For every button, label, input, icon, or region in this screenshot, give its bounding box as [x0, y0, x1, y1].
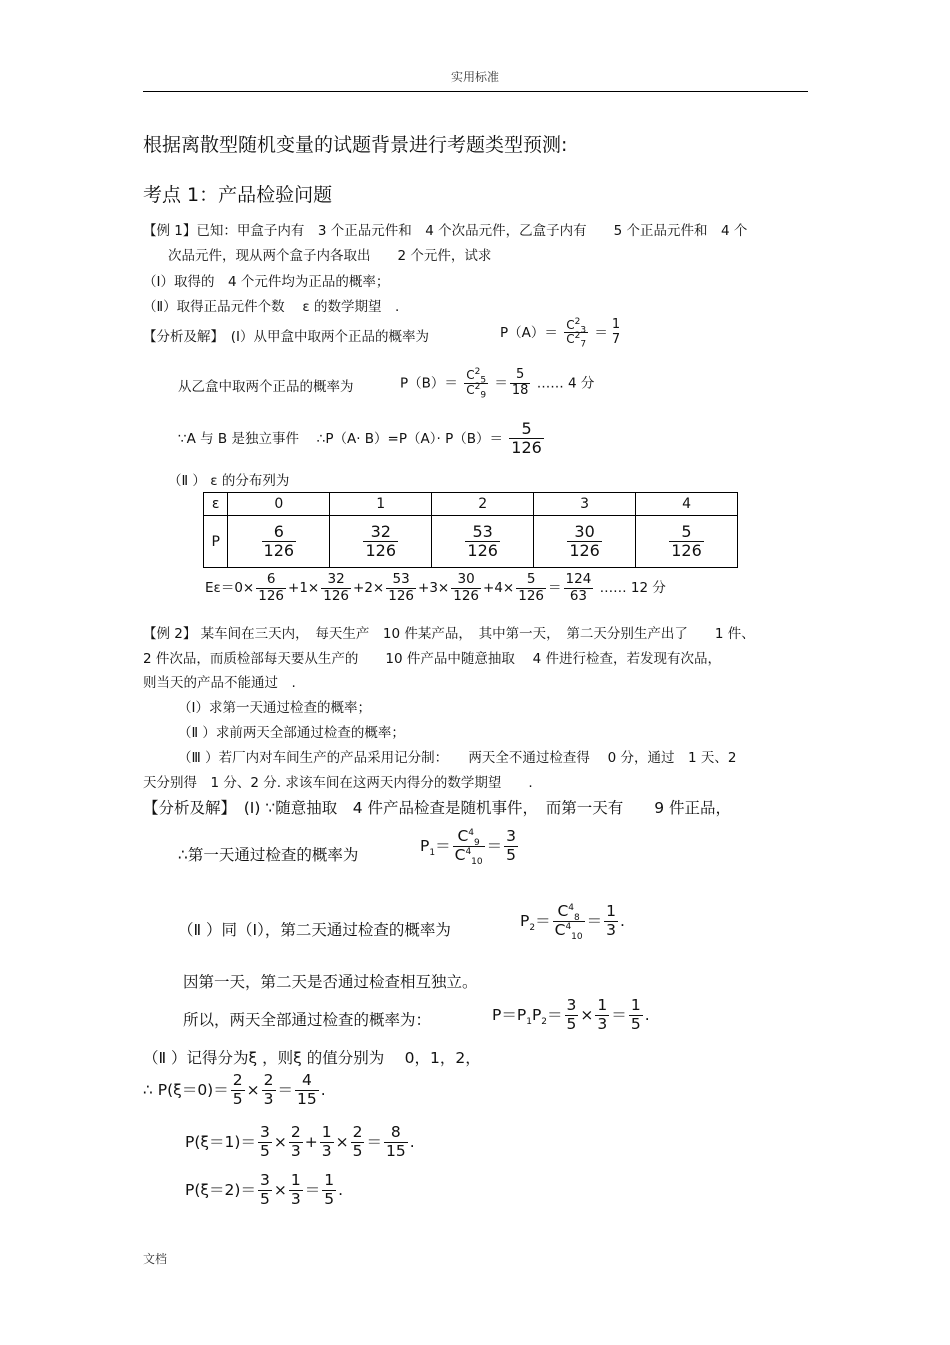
pb-label: P（B）＝ — [400, 375, 458, 392]
page-footer: 文档 — [143, 1252, 168, 1266]
ex2-both-formula: $P=P_1P_2=$ $\frac{3}{5}$ × $\frac{1}{3}$ ＝ $\frac{1}{5}$ . — [492, 996, 650, 1033]
ex2-p2-formula: $P_2=$ $\frac{C^4_8}{C^4_{10}}$ ＝ $\frac{1}{3}$ . — [520, 902, 625, 942]
ex2-q3b: 天分别得 1 分、2 分. 求该车间在这两天内得分的数学期望 . — [143, 775, 533, 791]
pa-result-den: 7 — [611, 331, 621, 347]
table-p-label: P — [204, 516, 228, 568]
ex2-p1-text: ∴第一天通过检查的概率为 — [178, 846, 359, 864]
indep-num: 5 — [509, 420, 544, 439]
pb-result-den: 18 — [511, 382, 529, 398]
expect-label: Eε＝0× — [205, 580, 255, 597]
ex1-line1: 【例 1】已知：甲盒子内有 3 个正品元件和 4 个次品元件，乙盒子内有 5 个正品元件和 4 个 — [143, 223, 748, 239]
ex2-p1-formula: $P_1=$ $\frac{C^4_9}{C^4_{10}}$ ＝ $\frac{3}{5}$ — [420, 827, 517, 867]
ex1-pb-text: 从乙盒中取两个正品的概率为 — [178, 379, 354, 395]
ex1-indep — [178, 420, 546, 458]
indep-text: ∵A 与 B 是独立事件 ∴P（A· B）=P（A）· P（B）＝ — [178, 430, 503, 447]
ex2-score-text: （Ⅱ ）记得分为ξ ，则ξ 的值分别为 0，1，2， — [143, 1049, 481, 1067]
pa-result-num: 1 — [611, 317, 621, 332]
ex2-line2: 2 件次品，而质检部每天要从生产的 10 件产品中随意抽取 4 件进行检查，若发现有次品， — [143, 651, 722, 667]
table-header-cell: 3 — [534, 493, 636, 516]
ex1-expectation: Eε＝0× $\frac{6}{126}$ +1× $\frac{32}{126}$ +2× $\frac{53}{126}$ +3× $\frac{30}{126}$ +4× $\frac{5}{126}$ ＝ $\frac{124}{63}$ …… 12 分 — [205, 571, 666, 604]
table-header-cell: ε — [204, 493, 228, 516]
expect-tail: …… 12 分 — [599, 580, 666, 597]
ex1-q2: （Ⅱ）取得正品元件个数 ε 的数学期望 . — [143, 299, 400, 315]
table-prob-row — [204, 516, 738, 568]
table-cell: $\frac{32}{126}$ — [330, 516, 432, 568]
ex2-indep: 因第一天，第二天是否通过检查相互独立。 — [183, 973, 478, 991]
expect-result-den: 63 — [569, 587, 587, 604]
main-title: 根据离散型随机变量的试题背景进行考题类型预测: — [143, 134, 568, 156]
header-rule — [143, 91, 808, 92]
ex2-both-text: 所以，两天全部通过检查的概率为： — [183, 1011, 432, 1029]
ex1-solution-label: 【分析及解】 (Ⅰ）从甲盒中取两个正品的概率为 — [143, 329, 429, 345]
section-title: 考点 1：产品检验问题 — [143, 184, 333, 206]
ex1-line2: 次品元件，现从两个盒子内各取出 2 个元件，试求 — [168, 248, 492, 264]
ex1-q1: （Ⅰ）取得的 4 个元件均为正品的概率； — [143, 274, 390, 290]
ex2-q1: （Ⅰ）求第一天通过检查的概率； — [178, 700, 371, 716]
expect-result-num: 124 — [565, 571, 592, 587]
pa-label: P（A）＝ — [500, 324, 558, 341]
table-header-cell: 1 — [330, 493, 432, 516]
ex2-xi0: ∴ P(ξ＝0)＝ $\frac{2}{5}$ × $\frac{2}{3}$ ＝ $\frac{4}{15}$ . — [143, 1071, 326, 1108]
table-cell: $\frac{6}{126}$ — [228, 516, 330, 568]
ex1-dist-label: （Ⅱ ） ε 的分布列为 — [168, 473, 290, 489]
pb-tail: …… 4 分 — [536, 375, 595, 392]
ex2-p2-text: （Ⅱ ）同（Ⅰ），第二天通过检查的概率为 — [178, 921, 451, 939]
ex2-line3: 则当天的产品不能通过 . — [143, 675, 296, 691]
ex2-q2: （Ⅱ ）求前两天全部通过检查的概率； — [178, 725, 405, 741]
distribution-table — [203, 492, 738, 568]
table-cell: $\frac{53}{126}$ — [432, 516, 534, 568]
ex2-line1: 【例 2】 某车间在三天内， 每天生产 10 件某产品， 其中第一天， 第二天分别生产出了 1 件、 — [143, 626, 755, 642]
ex2-sol1: 【分析及解】 (Ⅰ) ∵随意抽取 4 件产品检查是随机事件， 而第一天有 9 件正品， — [143, 799, 732, 817]
ex1-pb-formula: P（B）＝ $\frac{C^2_5}{C^2_9}$ ＝ $\frac{5}{18}$ …… 4 分 — [400, 367, 595, 401]
page-header: 实用标准 — [450, 70, 499, 84]
ex1-pa-formula: P（A）＝ $\frac{C^2_3}{C^2_7}$ ＝ 1 7 — [500, 316, 621, 350]
table-header-cell: 0 — [228, 493, 330, 516]
pb-result-num: 5 — [510, 368, 531, 384]
ex2-xi1: P(ξ＝1)＝ $\frac{3}{5}$ × $\frac{2}{3}$ + $\frac{1}{3}$ × $\frac{2}{5}$ ＝ $\frac{8}{15}$ . — [185, 1123, 415, 1160]
table-header-cell: 4 — [636, 493, 738, 516]
ex2-xi2: P(ξ＝2)＝ $\frac{3}{5}$ × $\frac{1}{3}$ ＝ $\frac{1}{5}$ . — [185, 1171, 344, 1208]
ex2-q3a: （Ⅲ ）若厂内对车间生产的产品采用记分制： 两天全不通过检查得 0 分，通过 1 天、2 — [178, 750, 737, 766]
table-cell: $\frac{5}{126}$ — [636, 516, 738, 568]
indep-den: 126 — [511, 438, 542, 458]
table-header-row — [204, 493, 738, 516]
table-header-cell: 2 — [432, 493, 534, 516]
table-cell: $\frac{30}{126}$ — [534, 516, 636, 568]
